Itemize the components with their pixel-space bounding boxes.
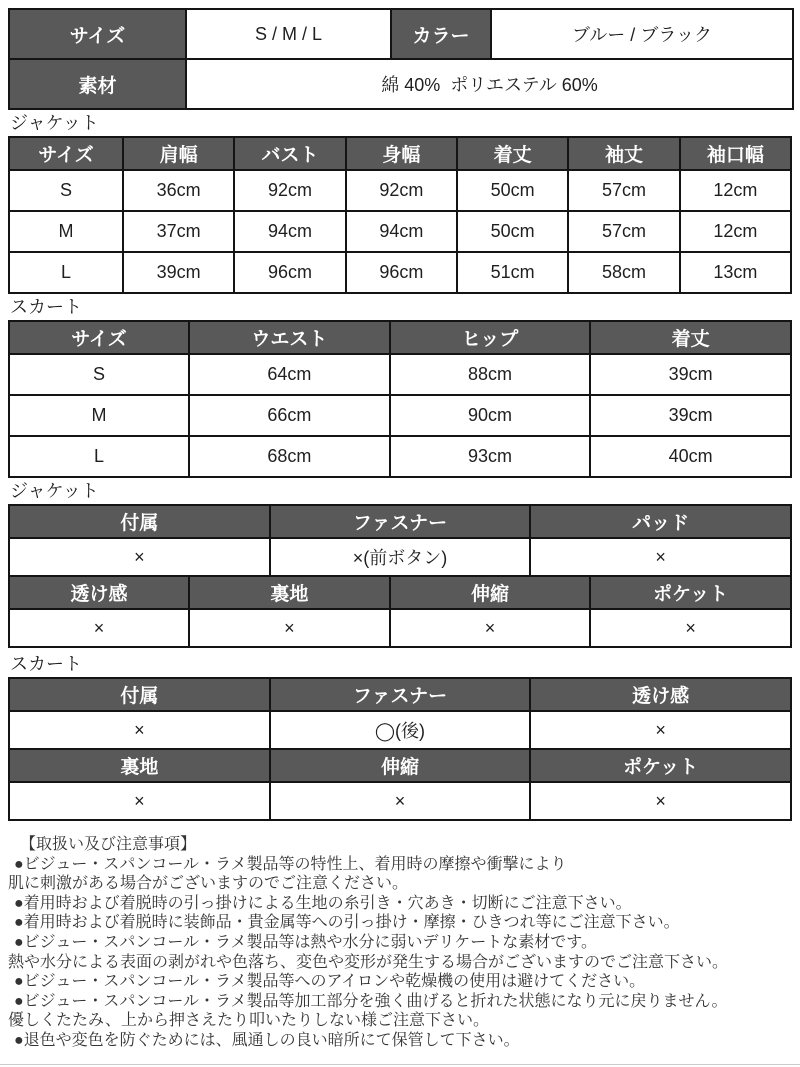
skirt-details-section-label: スカート: [10, 654, 82, 674]
color-value-cell: ブルー / ブラック: [491, 9, 793, 59]
header-cell: 裏地: [9, 749, 270, 782]
header-cell: ファスナー: [270, 678, 531, 711]
value-cell: 12cm: [680, 170, 791, 211]
header-cell: ファスナー: [270, 505, 531, 538]
care-note-line: 肌に刺激がある場合がございますのでご注意ください。: [8, 875, 409, 893]
table-row: [9, 59, 793, 109]
value-cell: ×(前ボタン): [270, 538, 531, 576]
table-row: [9, 252, 791, 293]
table-row: [9, 395, 791, 436]
table-row: [9, 170, 791, 211]
value-cell: 51cm: [457, 252, 568, 293]
header-cell: 付属: [9, 678, 270, 711]
table-row: [9, 9, 793, 59]
value-cell: 39cm: [590, 395, 791, 436]
value-cell: 64cm: [189, 354, 390, 395]
table-header-row: [9, 678, 791, 711]
jacket-size-table: [8, 136, 792, 294]
header-cell: 身幅: [346, 137, 457, 170]
header-cell: 透け感: [9, 576, 189, 609]
value-cell: ×: [530, 538, 791, 576]
skirt-details-table-top: [8, 677, 792, 750]
value-cell: 93cm: [390, 436, 591, 477]
header-cell: 裏地: [189, 576, 390, 609]
value-cell: ×: [9, 538, 270, 576]
table-header-row: [9, 576, 791, 609]
size-cell: S: [9, 354, 189, 395]
value-cell: 96cm: [346, 252, 457, 293]
care-note-line: 熱や水分による表面の剥がれや色落ち、変色や変形が発生する場合がございますのでご注意下さい。: [8, 953, 729, 971]
jacket-size-section-label: ジャケット: [10, 113, 99, 133]
header-cell: 着丈: [457, 137, 568, 170]
value-cell: 88cm: [390, 354, 591, 395]
care-note-line: 優しくたたみ、上から押さえたり叩いたりしない様ご注意下さい。: [8, 1012, 489, 1030]
table-row: [9, 538, 791, 576]
value-cell: 57cm: [568, 211, 679, 252]
value-cell: ◯(後): [270, 711, 531, 749]
care-note-line: ●ビジュー・スパンコール・ラメ製品等は熱や水分に弱いデリケートな素材です。: [14, 933, 597, 951]
value-cell: 96cm: [234, 252, 345, 293]
size-cell: L: [9, 436, 189, 477]
value-cell: 94cm: [346, 211, 457, 252]
value-cell: ×: [530, 782, 791, 820]
size-cell: S: [9, 170, 123, 211]
value-cell: ×: [390, 609, 591, 647]
value-cell: 68cm: [189, 436, 390, 477]
care-note-line: ●ビジュー・スパンコール・ラメ製品等の特性上、着用時の摩擦や衝撃により: [14, 855, 567, 873]
jacket-details-section-label: ジャケット: [10, 481, 99, 501]
value-cell: 12cm: [680, 211, 791, 252]
header-cell: 袖丈: [568, 137, 679, 170]
header-cell: 着丈: [590, 321, 791, 354]
size-cell: M: [9, 395, 189, 436]
color-label-cell: カラー: [391, 9, 491, 59]
skirt-details-table-bottom: [8, 748, 792, 821]
table-row: [9, 211, 791, 252]
value-cell: 13cm: [680, 252, 791, 293]
header-cell: 伸縮: [390, 576, 591, 609]
value-cell: 50cm: [457, 170, 568, 211]
care-note-line: ●着用時および着脱時の引っ掛けによる生地の糸引き・穴あき・切断にご注意下さい。: [14, 894, 632, 912]
value-cell: ×: [590, 609, 791, 647]
value-cell: 36cm: [123, 170, 234, 211]
care-note-line: ●退色や変色を防ぐためには、風通しの良い暗所にて保管して下さい。: [14, 1031, 520, 1049]
value-cell: 92cm: [234, 170, 345, 211]
value-cell: ×: [530, 711, 791, 749]
header-cell: ポケット: [530, 749, 791, 782]
value-cell: 90cm: [390, 395, 591, 436]
value-cell: 66cm: [189, 395, 390, 436]
skirt-size-table: [8, 320, 792, 478]
size-label-cell: サイズ: [9, 9, 186, 59]
care-notes: [8, 835, 792, 1051]
size-value-cell: S / M / L: [186, 9, 391, 59]
material-label-cell: 素材: [9, 59, 186, 109]
skirt-size-section-label: スカート: [10, 297, 82, 317]
header-cell: 袖口幅: [680, 137, 791, 170]
jacket-details-table-bottom: [8, 575, 792, 648]
value-cell: ×: [189, 609, 390, 647]
value-cell: ×: [9, 782, 270, 820]
value-cell: 37cm: [123, 211, 234, 252]
header-cell: バスト: [234, 137, 345, 170]
value-cell: 58cm: [568, 252, 679, 293]
value-cell: 92cm: [346, 170, 457, 211]
size-cell: L: [9, 252, 123, 293]
table-row: [9, 711, 791, 749]
spec-table: [8, 8, 794, 110]
value-cell: 50cm: [457, 211, 568, 252]
header-cell: 付属: [9, 505, 270, 538]
header-cell: ポケット: [590, 576, 791, 609]
header-cell: ヒップ: [390, 321, 591, 354]
table-header-row: [9, 137, 791, 170]
table-row: [9, 609, 791, 647]
size-cell: M: [9, 211, 123, 252]
table-header-row: [9, 505, 791, 538]
jacket-details-table-top: [8, 504, 792, 577]
material-value-cell: 綿 40% ポリエステル 60%: [186, 59, 793, 109]
table-row: [9, 354, 791, 395]
header-cell: 肩幅: [123, 137, 234, 170]
header-cell: 透け感: [530, 678, 791, 711]
value-cell: 39cm: [590, 354, 791, 395]
value-cell: ×: [9, 711, 270, 749]
care-note-line: ●ビジュー・スパンコール・ラメ製品等加工部分を強く曲げると折れた状態になり元に戻りません。: [14, 992, 728, 1010]
table-header-row: [9, 749, 791, 782]
table-header-row: [9, 321, 791, 354]
value-cell: 57cm: [568, 170, 679, 211]
value-cell: 39cm: [123, 252, 234, 293]
care-note-line: ●ビジュー・スパンコール・ラメ製品等へのアイロンや乾燥機の使用は避けてください。: [14, 973, 646, 991]
value-cell: 40cm: [590, 436, 791, 477]
page-bottom-divider: [0, 1064, 800, 1065]
value-cell: ×: [9, 609, 189, 647]
table-row: [9, 782, 791, 820]
header-cell: 伸縮: [270, 749, 531, 782]
care-notes-title: 【取扱い及び注意事項】: [20, 836, 197, 853]
care-note-line: ●着用時および着脱時に装飾品・貴金属等への引っ掛け・摩擦・ひきつれ等にご注意下さい。: [14, 914, 680, 932]
table-row: [9, 436, 791, 477]
value-cell: ×: [270, 782, 531, 820]
header-cell: パッド: [530, 505, 791, 538]
header-cell: サイズ: [9, 137, 123, 170]
header-cell: サイズ: [9, 321, 189, 354]
value-cell: 94cm: [234, 211, 345, 252]
header-cell: ウエスト: [189, 321, 390, 354]
